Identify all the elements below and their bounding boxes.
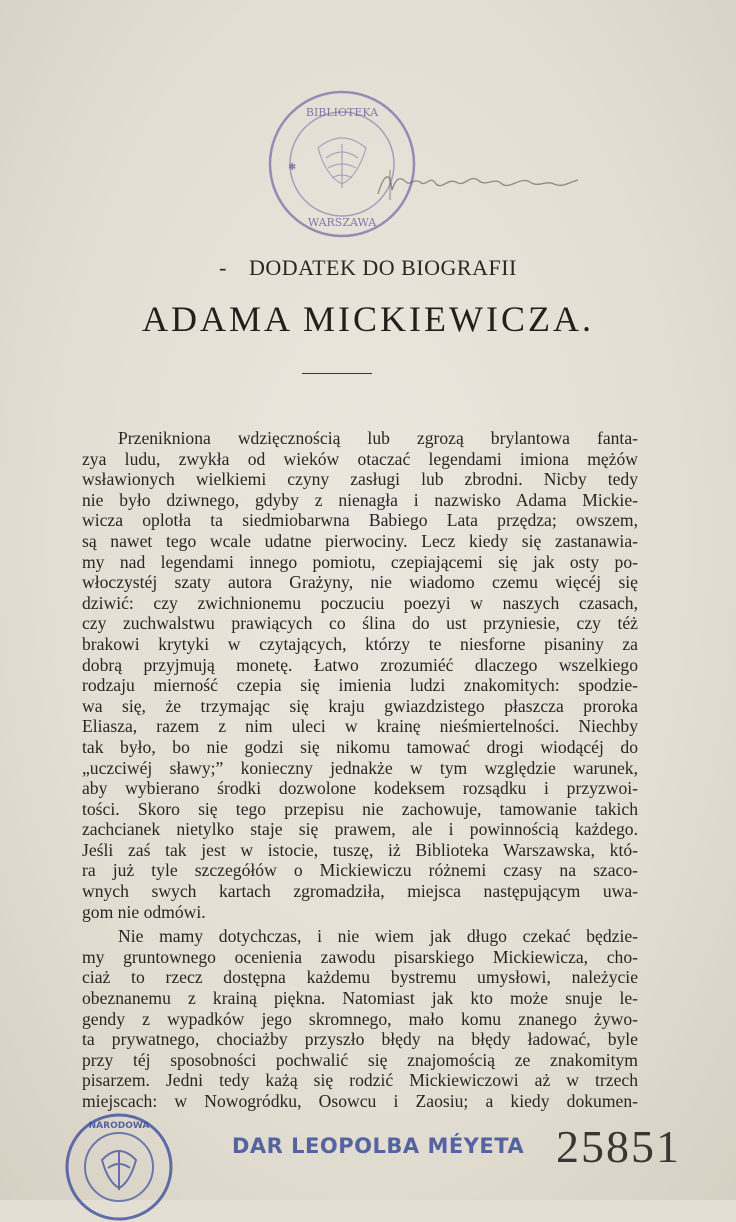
text-line: tości. Skoro się tego przepisu nie zachowuje, tamowanie takich bbox=[82, 798, 638, 819]
text-line: gendy z wypadków jego skromnego, mało komu znanego żywo- bbox=[82, 1008, 638, 1029]
text-line: wa się, że trzymając się kraju gwiazdzistego płaszcza proroka bbox=[82, 695, 638, 716]
text-line: my nad legendami innego pomiotu, czepiającemi się jak osty po- bbox=[82, 551, 638, 572]
text-line: Przenikniona wdzięcznością lub zgrozą brylantowa fanta- bbox=[118, 428, 638, 448]
subtitle-dash: - bbox=[219, 255, 227, 280]
title-divider bbox=[302, 373, 372, 374]
text-line: nie było dziwnego, gdyby z nienagła i nazwisko Adama Mickie- bbox=[82, 489, 638, 510]
svg-text:WARSZAWA: WARSZAWA bbox=[307, 216, 377, 229]
text-line: Jeśli zaś tak jest w istocie, tuszę, iż Biblioteka Warszawska, któ- bbox=[82, 839, 638, 860]
donation-stamp: DAR LEOPOLBA MÉYETA bbox=[232, 1134, 525, 1158]
subtitle-text: DODATEK DO BIOGRAFII bbox=[248, 255, 517, 280]
body-text bbox=[82, 428, 638, 1112]
text-line: Eliasza, razem z nim uleci w krainę nieśmiertelności. Niechby bbox=[82, 716, 638, 737]
pencil-signature-icon bbox=[370, 160, 590, 210]
text-line: pisarzem. Jedni tedy każą się rodzić Mickiewiczowi aż w trzech bbox=[82, 1070, 638, 1091]
text-line: rodzaju mierność czepia się imienia ludzi znakomitych: spodzie- bbox=[82, 675, 638, 696]
text-line: „uczciwéj sławy;” konieczny jednakże w tym względzie warunek, bbox=[82, 757, 638, 778]
text-line: wnych swych kartach zgromadziła, miejsca następującym uwa- bbox=[82, 881, 638, 902]
text-line: dziwić: czy zwichnionemu poczuciu poezyi w naszych czasach, bbox=[82, 592, 638, 613]
svg-text:✱: ✱ bbox=[288, 162, 297, 173]
text-line: ciaż to rzecz dostępna każdemu bystremu umysłowi, należycie bbox=[82, 967, 638, 988]
text-line: dobrą przyjmują monetę. Łatwo zrozumiéć dlaczego wszelkiego bbox=[82, 654, 638, 675]
svg-text:BIBLIOTEKA: BIBLIOTEKA bbox=[305, 106, 379, 119]
text-line: tak było, bo nie godzi się nikomu tamować drogi wiodącéj do bbox=[82, 736, 638, 757]
text-line: ta prywatnego, chociażby przyszło błędy na błędy ładować, byle bbox=[82, 1029, 638, 1050]
text-line: gom nie odmówi. bbox=[82, 901, 206, 922]
text-line: zya ludu, zwykła od wieków otaczać legendami imiona mężów bbox=[82, 448, 638, 469]
subtitle bbox=[0, 255, 736, 281]
text-line: my gruntownego ocenienia zawodu pisarskiego Mickiewicza, cho- bbox=[82, 946, 638, 967]
page-title: ADAMA MICKIEWICZA. bbox=[142, 299, 594, 339]
national-library-stamp-icon bbox=[64, 1112, 174, 1222]
text-line: obeznanemu z krainą piękna. Natomiast jak kto może snuje le- bbox=[82, 988, 638, 1009]
text-line: aby wybierano środki dozwolone kodeksem rozsądku i przyzwoi- bbox=[82, 778, 638, 799]
shelf-number: 25851 bbox=[556, 1121, 681, 1172]
text-line: brakowi krytyki w czytających, którzy te niesforne pisaniny za bbox=[82, 633, 638, 654]
text-line: Nie mamy dotychczas, i nie wiem jak długo czekać będzie- bbox=[118, 926, 638, 947]
text-line: wsławionych wielkiemi czyny zasługi lub zbrodni. Nicby tedy bbox=[82, 469, 638, 490]
text-line: czy zuchwalstwu prawiących co ślina do ust przyniesie, czy téż bbox=[82, 613, 638, 634]
text-line: są nawet tego wcale udatne pierwociny. Lecz kiedy się zastanawia- bbox=[82, 530, 638, 551]
text-line: włoczystéj szaty autora Grażyny, nie wiadomo czemu więcéj się bbox=[82, 572, 638, 593]
text-line: miejscach: w Nowogródku, Osowcu i Zaosiu; a kiedy dokumen- bbox=[82, 1091, 638, 1111]
text-line: przy téj sposobności pochwalić się znajomością ze znakomitym bbox=[82, 1049, 638, 1070]
text-line: ra już tyle szczegółów o Mickiewiczu różnemi czasy na szaco- bbox=[82, 860, 638, 881]
svg-text:NARODOWA: NARODOWA bbox=[88, 1121, 150, 1131]
text-line: zachcianek nietylko staje się prawem, ale i powinnością każdego. bbox=[82, 819, 638, 840]
text-line: wicza oplotła ta siedmiobarwna Babiego Lata przędza; owszem, bbox=[82, 510, 638, 531]
